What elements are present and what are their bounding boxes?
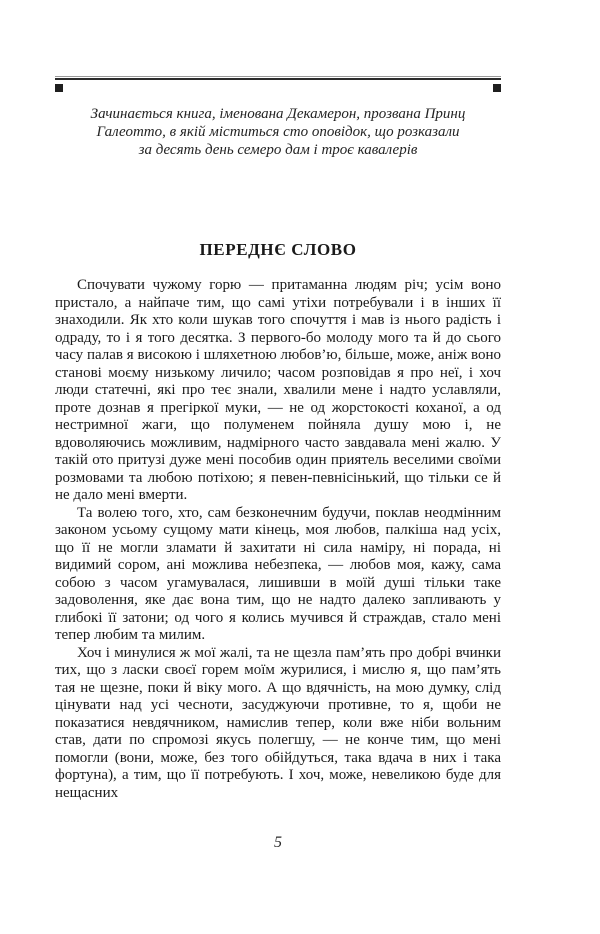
epigraph-line: Зачинається книга, іменована Декамерон, прозвана Принц bbox=[90, 106, 466, 122]
page-content bbox=[55, 76, 501, 802]
chapter-title: ПЕРЕДНЄ СЛОВО bbox=[199, 240, 357, 259]
ornament-squares bbox=[55, 84, 501, 92]
page-number: 5 bbox=[274, 834, 282, 851]
ornament-square-left-icon bbox=[55, 84, 63, 92]
ornament-rule-thick-line bbox=[55, 78, 501, 80]
body-paragraph: Хоч і минулися ж мої жалі, та не щезла пам’ять про добрі вчинки тих, що з ласки своєї горем моїм журилися, і мислю я, що пам’ять тая не щезне, поки й віку мого. А що вдячність, на мою думку, слід цінувати над усі чесноти, засуджуючи противне, то я, щоби не показатися невдячником, намислив тепер, коли вже ніби вольним став, дати по спромозі якусь полегшу, — не конче тим, що мені помогли (вони, може, без того обійдуться, така вдача в них і така фортуна), а тим, що її потребують. І хоч, може, невеликою буде для нещасних bbox=[55, 644, 501, 801]
body-text bbox=[55, 277, 501, 802]
body-paragraph: Спочувати чужому горю — притаманна людям річ; усім воно пристало, а найпаче тим, що самі утіхи потребували і в інших її знаходили. Як хто коли шукав того спочуття і мав із нього радість і одраду, то і я того десятка. З первого-бо молоду мого та й до сього часу палав я високою і шляхетною любов’ю, більше, може, аніж воно станові моєму низькому личило; часом розповідав я про неї, і хоч люди статечні, які про теє знали, хвалили мене і надто уславляли, проте дознав я прегіркої муки, — не од жорстокості коханої, а од нестримної жаги, що полуменем пойняла душу мою і, не вдоволяючись можливим, надмірного часто завдавала мені жалю. У такій ото притузі дуже мені пособив один приятель веселими своїми розмовами та любою потіхою; я певен-певнісінький, що тільки се й не дало мені вмерти. bbox=[55, 277, 501, 503]
ornament-rule-thin-line bbox=[55, 76, 501, 77]
epigraph-line: Галеотто, в якій міститься сто оповідок, що розказали bbox=[96, 124, 460, 140]
ornament-rule bbox=[55, 76, 501, 92]
ornament-square-right-icon bbox=[493, 84, 501, 92]
book-epigraph bbox=[55, 105, 501, 159]
body-paragraph: Та волею того, хто, сам безконечним будучи, поклав неодмінним законом усьому сущому мати кінець, моя любов, палкіша над усіх, що її не могли зламати й захитати ні сила наміру, ні порада, ні видимий сором, ані можлива небезпека, — любов моя, кажу, сама собою з часом угамувалася, лишивши в моїй душі тільки таке задоволення, яке дає вона тим, що не надто далеко запливають у глибокі її затони; од чого я колись мучився й страждав, стало мені тепер любим та милим. bbox=[55, 504, 501, 643]
epigraph-line: за десять день семеро дам і троє кавалерів bbox=[138, 142, 418, 158]
